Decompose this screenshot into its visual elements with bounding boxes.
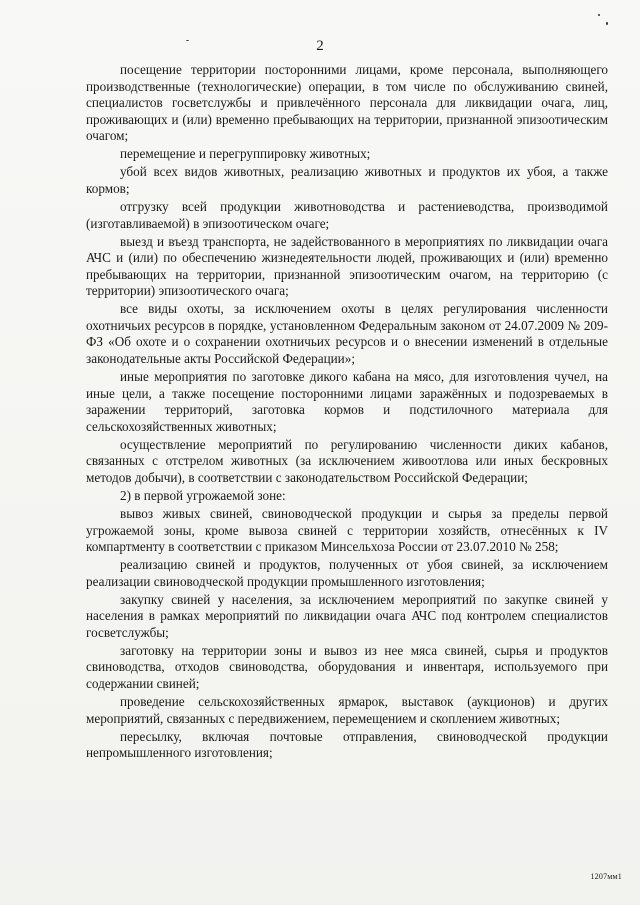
scan-speck [598,14,600,16]
paragraph: реализацию свиней и продуктов, полученных от убоя свиней, за исключением реализации свиноводческой продукции промышленного изготовления; [86,557,608,589]
paragraph: отгрузку всей продукции животноводства и растениеводства, производимой (изготавливаемой) в эпизоотическом очаге; [86,198,608,231]
paragraph: перемещение и перегруппировку животных; [120,146,371,162]
document-code: 1207мм1 [590,872,622,881]
section-heading: 2) в первой угрожаемой зоне: [120,487,286,503]
paragraph: убой всех видов животных, реализацию животных и продуктов их убоя, а также кормов; [86,164,608,196]
paragraph: все виды охоты, за исключением охоты в целях регулирования численности охотничьих ресурсов в порядке, установленном Федеральным законом от 24.07.2009 № 209-ФЗ «Об охоте и о сохранении охотничьих ресурсов и о внесении изменений в отдельные законодательные акты Российской Федерации»; [86,301,608,367]
document-body [86,62,608,763]
paragraph: иные мероприятия по заготовке дикого кабана на мясо, для изготовления чучел, на иные цели, а также посещение посторонними лицами заражённых и подозреваемых в заражении территорий, заготовка кормов и подстилочного материала для сельскохозяйственных животных; [86,369,608,434]
paragraph: посещение территории посторонними лицами, кроме персонала, выполняющего производственные (технологические) операции, в том числе по обслуживанию свиней, специалистов госветслужбы и привлечённого персонала для ликвидации очага, лиц, проживающих и (или) временно пребывающих на территории, признанной эпизоотическим очагом; [86,62,608,144]
paragraph: вывоз живых свиней, свиноводческой продукции и сырья за пределы первой угрожаемой зоны, кроме вывоза свиней с территории хозяйств, отнесённых к IV компартменту в соответствии с приказом Минсельхоза России от 23.07.2010 № 258; [86,505,608,555]
paragraph: пересылку, включая почтовые отправления, свиноводческой продукции непромышленного изготовления; [86,728,608,761]
scan-speck [606,22,608,25]
paragraph: закупку свиней у населения, за исключением мероприятий по закупке свиней у населения в рамках мероприятий по ликвидации очага АЧС под контролем специалистов госветслужбы; [86,591,608,640]
paragraph: проведение сельскохозяйственных ярмарок, выставок (аукционов) и других мероприятий, связанных с передвижением, перемещением и скоплением животных; [86,694,608,726]
paragraph: заготовку на территории зоны и вывоз из нее мяса свиней, сырья и продуктов свиноводства, отходов свиноводства, оборудования и инвентаря, используемого при содержании свиней; [86,642,608,692]
page-number: 2 [316,38,324,54]
paragraph: выезд и въезд транспорта, не задействованного в мероприятиях по ликвидации очага АЧС и (или) по обеспечению жизнедеятельности людей, проживающих и (или) временно пребывающих на территории, признанной эпизоотическим очагом, на территорию (с территории) эпизоотического очага; [86,233,608,299]
paragraph: осуществление мероприятий по регулированию численности диких кабанов, связанных с отстрелом животных (за исключением живоотлова или иных бескровных методов добычи), в соответствии с законодательством Российской Федерации; [86,436,608,485]
